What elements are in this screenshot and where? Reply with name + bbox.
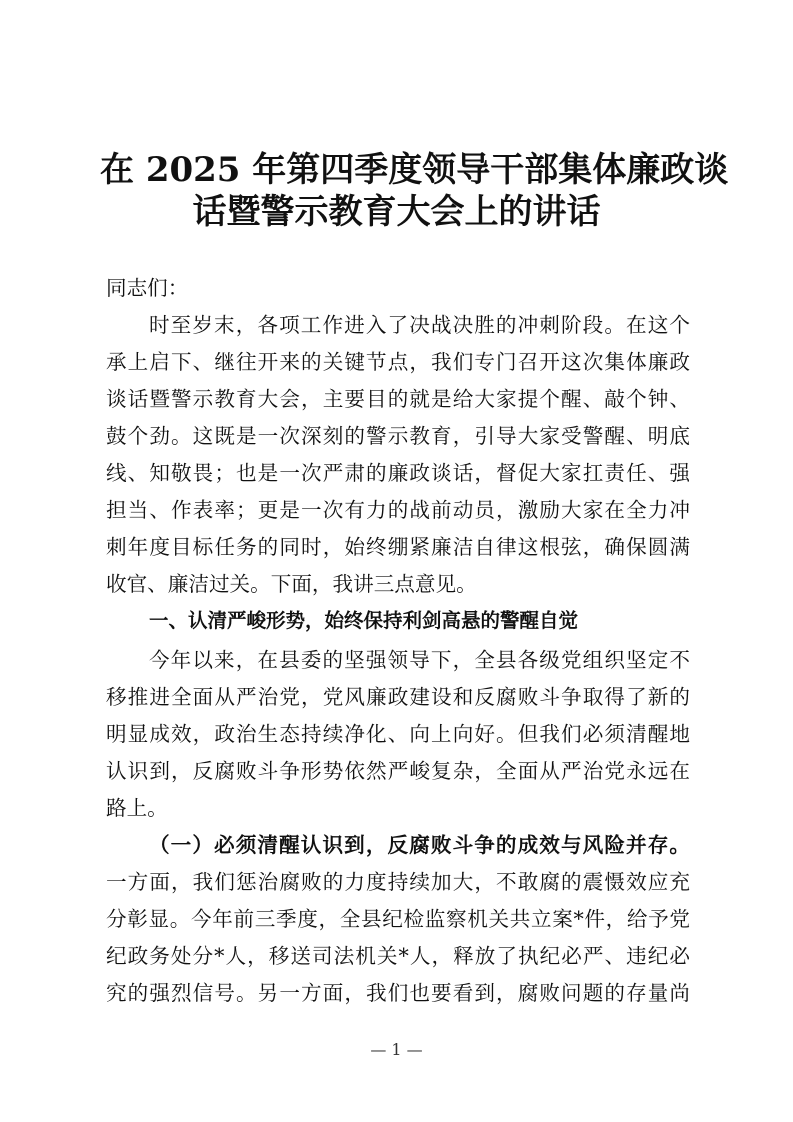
body-line: 究的强烈信号。另一方面，我们也要看到，腐败问题的存量尚	[106, 981, 690, 1005]
body-line: 刺年度目标任务的同时，始终绷紧廉洁自律这根弦，确保圆满	[106, 535, 690, 559]
body-line: 纪政务处分*人，移送司法机关*人，释放了执纪必严、违纪必	[106, 944, 690, 968]
body-line: 一方面，我们惩治腐败的力度持续加大，不敢腐的震慑效应充	[106, 870, 690, 894]
body-line: 分彰显。今年前三季度，全县纪检监察机关共立案*件，给予党	[106, 907, 690, 931]
document-title-line-1: 在 2025 年第四季度领导干部集体廉政谈	[100, 150, 729, 190]
body-line: 时至岁末，各项工作进入了决战决胜的冲刺阶段。在这个	[149, 313, 690, 337]
body-line: 认识到，反腐败斗争形势依然严峻复杂，全面从严治党永远在	[106, 759, 690, 783]
body-line: 移推进全面从严治党，党风廉政建设和反腐败斗争取得了新的	[106, 685, 690, 709]
page-number: — 1 —	[370, 1040, 423, 1059]
body-line: 谈话暨警示教育大会，主要目的就是给大家提个醒、敲个钟、	[106, 387, 690, 411]
body-line: 今年以来，在县委的坚强领导下，全县各级党组织坚定不	[149, 648, 690, 672]
body-line: 线、知敬畏；也是一次严肃的廉政谈话，督促大家扛责任、强	[106, 461, 690, 485]
body-line: 鼓个劲。这既是一次深刻的警示教育，引导大家受警醒、明底	[106, 424, 690, 448]
greeting: 同志们：	[106, 276, 189, 300]
subsection-heading-1: （一）必须清醒认识到，反腐败斗争的成效与风险并存。	[149, 833, 690, 857]
body-line: 路上。	[106, 796, 168, 820]
body-line: 明显成效，政治生态持续净化、向上向好。但我们必须清醒地	[106, 722, 690, 746]
document-title-line-2: 话暨警示教育大会上的讲话	[192, 192, 601, 232]
body-line: 收官、廉洁过关。下面，我讲三点意见。	[106, 572, 477, 596]
body-line: 承上启下、继往开来的关键节点，我们专门召开这次集体廉政	[106, 350, 690, 374]
section-heading-1: 一、认清严峻形势，始终保持利剑高悬的警醒自觉	[149, 609, 579, 632]
body-line: 担当、作表率；更是一次有力的战前动员，激励大家在全力冲	[106, 498, 690, 522]
